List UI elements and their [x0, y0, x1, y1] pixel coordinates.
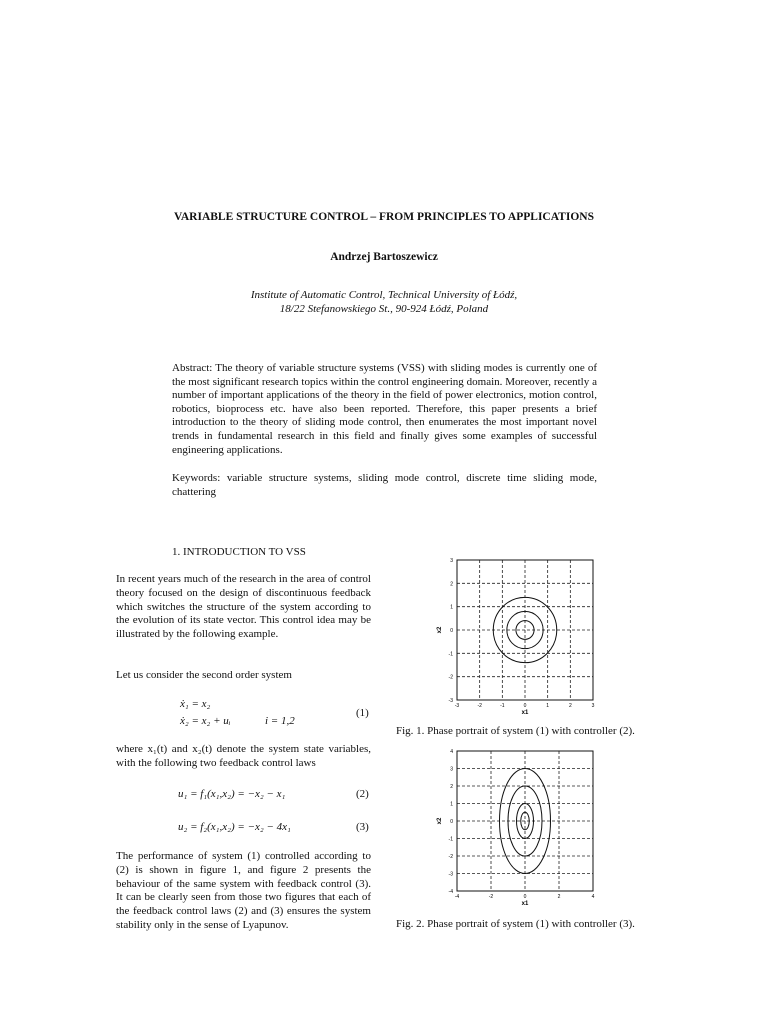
y-tick-label: -3 — [448, 871, 453, 878]
x-tick-label: 0 — [523, 703, 527, 709]
y-tick-label: 0 — [450, 628, 453, 634]
equation-3: u₂ = f₂(x₁,x₂) = −x₂ − 4x₁ — [178, 821, 291, 833]
x-tick-label: -1 — [500, 703, 505, 709]
y-tick-label: 0 — [450, 819, 453, 825]
x-tick-label: -4 — [454, 894, 460, 900]
affiliation-line-2: 18/22 Stefanowskiego St., 90-924 Łódź, Poland — [279, 303, 489, 315]
section-heading: 1. INTRODUCTION TO VSS — [172, 546, 306, 558]
x-axis-label: x1 — [521, 710, 529, 716]
equation-3-number: (3) — [356, 821, 369, 833]
x-tick-label: 4 — [591, 894, 595, 900]
x-tick-label: 2 — [568, 703, 572, 709]
y-tick-label: 1 — [450, 801, 453, 808]
y-tick-label: -1 — [448, 836, 453, 843]
x-tick-label: 0 — [523, 894, 527, 900]
phase-portrait-chart-2 — [425, 745, 605, 911]
y-axis-label: x2 — [437, 817, 443, 825]
keywords: Keywords: variable structure systems, sliding mode control, discrete time sliding mode, chattering — [172, 472, 597, 498]
state-variables-paragraph: where x₁(t) and x₂(t) denote the system state variables, with the following two feedback control laws — [116, 743, 371, 769]
y-tick-label: 4 — [450, 749, 453, 755]
y-tick-label: 3 — [450, 558, 453, 564]
phase-portrait-chart-1 — [425, 554, 605, 720]
abstract: Abstract: The theory of variable structure systems (VSS) with sliding modes is currently one of the most significant research topics within the control engineering domain. Moreover, recently a number of important applications of the theory in the field of power electronics, motion control, robotics, bioprocess etc. have also been reported. Therefore, this paper presents a brief introduction to the theory of sliding mode control, then enumerates the most important novel trends in fundamental research in this field and finally gives some examples of successful engineering applications. — [172, 362, 597, 456]
y-tick-label: -2 — [448, 854, 453, 860]
x-tick-label: 2 — [557, 894, 561, 900]
y-tick-label: -2 — [448, 674, 453, 681]
y-tick-label: 3 — [450, 766, 453, 773]
x-tick-label: -2 — [488, 894, 494, 900]
intro-paragraph: In recent years much of the research in the area of control theory focused on the design of discontinuous feedback which switches the structure of the system according to the evolution of its state vector. This control idea may be illustrated by the following example. — [116, 573, 371, 641]
y-tick-label: -1 — [448, 651, 453, 658]
y-tick-label: 1 — [450, 604, 453, 611]
system-intro-paragraph: Let us consider the second order system — [116, 669, 292, 681]
equation-1-line-1: ẋ₁ = x₂ — [180, 698, 211, 710]
equation-1-number: (1) — [356, 707, 369, 719]
equation-1-line-2: ẋ₂ = x₂ + uᵢ — [180, 715, 231, 727]
x-tick-label: 1 — [546, 703, 550, 709]
figure-2-caption: Fig. 2. Phase portrait of system (1) with controller (3). — [396, 918, 635, 930]
y-tick-label: 2 — [450, 581, 453, 588]
paper-title: VARIABLE STRUCTURE CONTROL – FROM PRINCIPLES TO APPLICATIONS — [174, 211, 594, 223]
x-axis-label: x1 — [521, 901, 529, 907]
equation-1-condition: i = 1,2 — [265, 715, 295, 727]
x-tick-label: -2 — [477, 703, 482, 709]
figure-1 — [425, 554, 605, 725]
y-tick-label: 2 — [450, 784, 453, 790]
equation-2: u₁ = f₁(x₁,x₂) = −x₂ − x₁ — [178, 788, 286, 800]
x-tick-label: 3 — [591, 703, 595, 709]
x-tick-label: -3 — [454, 703, 460, 709]
performance-paragraph: The performance of system (1) controlled according to (2) is shown in figure 1, and figure 2 presents the behaviour of the same system with feedback control (3). It can be clearly seen from those two figures that each of the feedback control laws (2) and (3) ensures the system stability only in the sense of Lyapunov. — [116, 850, 371, 931]
y-tick-label: -3 — [448, 698, 453, 704]
y-tick-label: -4 — [448, 889, 453, 895]
figure-1-caption: Fig. 1. Phase portrait of system (1) with controller (2). — [396, 725, 635, 737]
affiliation-line-1: Institute of Automatic Control, Technical University of Łódź, — [250, 289, 518, 301]
affiliation — [0, 288, 768, 316]
figure-2 — [425, 745, 605, 916]
author-name: Andrzej Bartoszewicz — [330, 251, 438, 263]
y-axis-label: x2 — [437, 626, 443, 634]
equation-2-number: (2) — [356, 788, 369, 800]
